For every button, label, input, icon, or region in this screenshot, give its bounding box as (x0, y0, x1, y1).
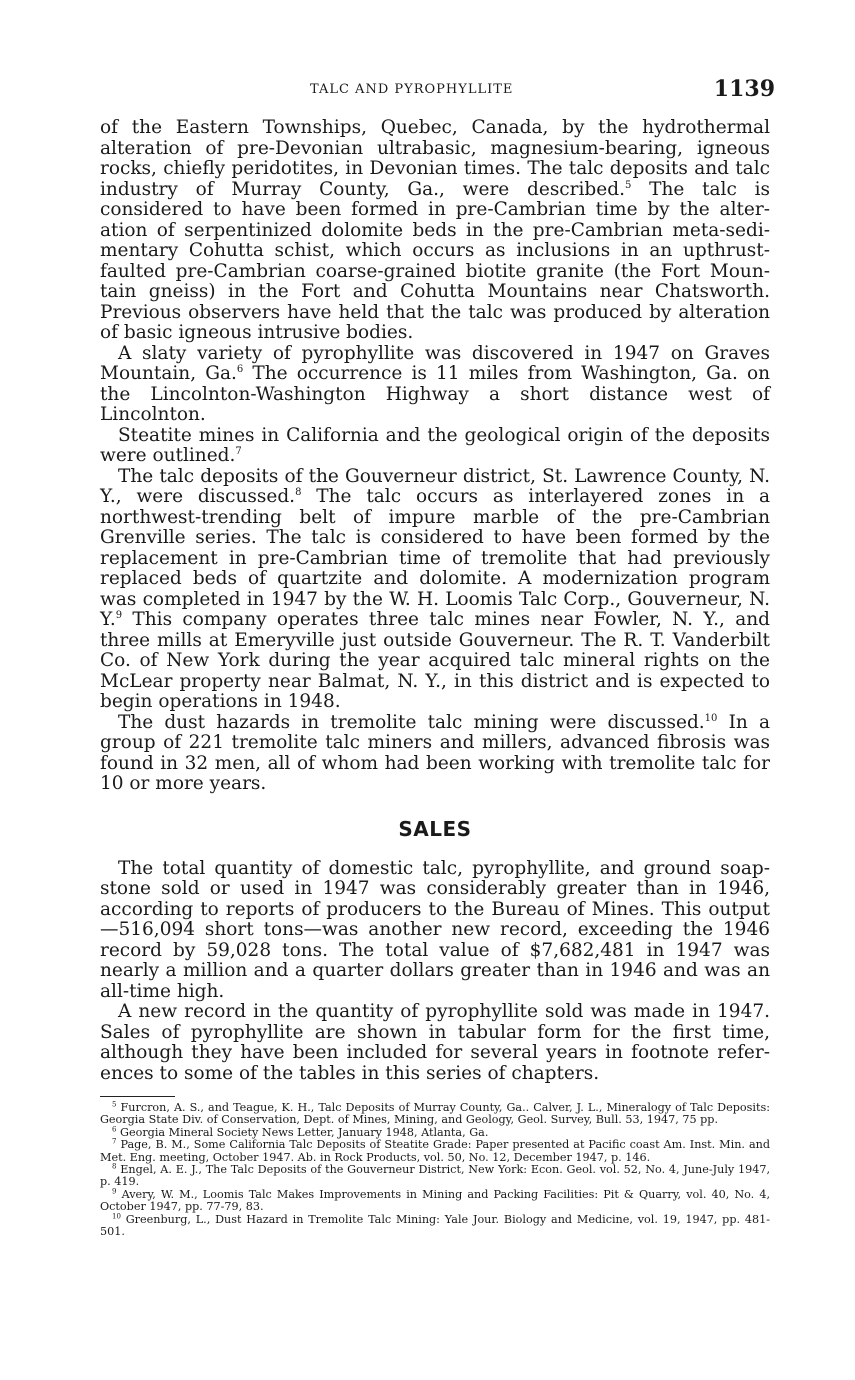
section-heading-sales: SALES (398, 816, 472, 841)
paragraph-text: In a group of 221 tremolite talc miners and millers, advanced fibrosis was found in 32 men, all of whom had been working with tremolite talc for 10 or more years. (100, 711, 771, 794)
footnote-number: 9 (112, 1187, 117, 1196)
footnote (100, 1211, 771, 1239)
footnote-text: Greenburg, L., Dust Hazard in Tremolite Talc Mining: Yale Jour. Biology and Medicine, vol. 19, 1947, pp. 481-501. (100, 1212, 771, 1239)
footnote-text: Furcron, A. S., and Teague, K. H., Talc Deposits of Murray County, Ga.. Calver, J. L., Mineralogy of Talc Deposits: Georgia State Div. of Conservation, Dept. of Mines, Mining, and Geology, Geol. Survey, Bull. 53, 1947, 75 pp. (100, 1101, 770, 1127)
footnote-ref: 5 (624, 179, 632, 191)
footnote-ref: 8 (295, 486, 302, 498)
paragraph-text: The talc occurs as interlayered zones in a northwest-trending belt of impure marble of the pre-Cambrian Grenville series. The talc is considered to have been formed by the replacement in pre-Cambrian time of tremolite that had previously replaced beds of quartzite and dolomite. A modernization program was completed in 1947 by the W. H. Loomis Talc Corp., Gouverneur, N. Y. (100, 486, 770, 630)
body-paragraph (100, 426, 770, 467)
page-header (100, 76, 775, 106)
paragraph-text: The talc is considered to have been formed in pre-Cambrian time by the alteration of serpentinized dolomite beds in the pre-Cambrian meta-sedimentary Cohutta schist, which occurs as inclusions in an upthrust-faulted pre-Cambrian coarse-grained biotite granite (the Fort Mountain gneiss) in the Fort and Cohutta Mountains near Chatsworth. Previous observers have held that the talc was produced by alteration of basic igneous intrusive bodies. (100, 178, 770, 343)
paragraph-text: of the Eastern Townships, Quebec, Canada, by the hydrothermal alteration of pre-Devonian ultrabasic, magnesium-bearing, igneous rocks, chiefly peridotites, in Devonian times. The talc deposits and talc industry of Murray County, Ga., were described. (100, 117, 770, 200)
paragraph-text: The dust hazards in tremolite talc mining were discussed. (118, 711, 705, 733)
body-paragraph (100, 118, 770, 344)
body-paragraph (100, 344, 770, 426)
page-body (100, 118, 770, 1238)
footnote-text: Page, B. M., Some California Talc Deposits of Steatite Grade: Paper presented at Pacific coast Am. Inst. Min. and Met. Eng. meeting, October 1947. Ab. in Rock Products, vol. 50, No. 12, December 1947, p. 146. (100, 1138, 770, 1164)
paragraph-text: Steatite mines in California and the geological origin of the deposits were outlined. (100, 424, 770, 466)
paragraph-text: The talc deposits of the Gouverneur district, St. Lawrence County, N. Y., were discussed. (100, 465, 770, 507)
footnote (100, 1164, 770, 1189)
footnote-number: 10 (112, 1211, 121, 1220)
footnote-ref: 7 (235, 445, 242, 457)
body-paragraph (100, 713, 770, 795)
footnote-text: Avery, W. M., Loomis Talc Makes Improvements in Mining and Packing Facilities: Pit & Quarry, vol. 40, No. 4, October 1947, pp. 77-79, 83. (100, 1187, 770, 1214)
footnote-text: Georgia Mineral Society News Letter, January 1948, Atlanta, Ga. (120, 1125, 489, 1139)
footnote-ref: 6 (236, 363, 244, 375)
footnote (100, 1102, 770, 1127)
footnote-number: 5 (112, 1100, 117, 1109)
footnote-number: 8 (112, 1162, 117, 1171)
footnote-ref: 9 (115, 609, 123, 621)
running-title: TALC AND PYROPHYLLITE (310, 82, 514, 97)
footnote-number: 7 (112, 1137, 117, 1146)
sales-paragraph (100, 1002, 770, 1084)
footnotes (100, 1102, 770, 1238)
page-number: 1139 (713, 76, 775, 102)
paragraph-text: The total quantity of domestic talc, pyrophyllite, and ground soapstone sold or used in 1947 was considerably greater than in 1946, according to reports of producers to the Bureau of Mines. This output—516,094 short tons—was another new record, exceeding the 1946 record by 59,028 tons. The total value of $7,682,481 in 1947 was nearly a million and a quarter dollars greater than in 1946 and was an all-time high. (100, 857, 770, 1002)
paragraph-text: A new record in the quantity of pyrophyllite sold was made in 1947. Sales of pyrophyllite are shown in tabular form for the first time, although they have been included for several years in footnote references to some of the tables in this series of chapters. (100, 1001, 770, 1084)
paragraph-text: A slaty variety of pyrophyllite was discovered in 1947 on Graves Mountain, Ga. (100, 342, 770, 384)
footnote-number: 6 (112, 1125, 117, 1134)
body-paragraph (100, 467, 770, 713)
paragraph-text: This company operates three talc mines near Fowler, N. Y., and three mills at Emeryville just outside Gouverneur. The R. T. Vanderbilt Co. of New York during the year acquired talc mineral rights on the McLear property near Balmat, N. Y., in this district and is expected to begin operations in 1948. (100, 609, 770, 712)
footnote (100, 1189, 770, 1214)
paragraph-text: The occurrence is 11 miles from Washington, Ga. on the Lincolnton-Washington Highway a short distance west of Lincolnton. (100, 363, 771, 425)
footnote (100, 1139, 770, 1164)
sales-paragraph (100, 859, 770, 1003)
footnote-text: Engel, A. E. J., The Talc Deposits of the Gouverneur District, New York: Econ. Geol. vol. 52, No. 4, June-July 1947, p. 419. (100, 1163, 771, 1189)
footnote-divider (100, 1096, 175, 1097)
footnote-ref: 10 (704, 712, 718, 724)
